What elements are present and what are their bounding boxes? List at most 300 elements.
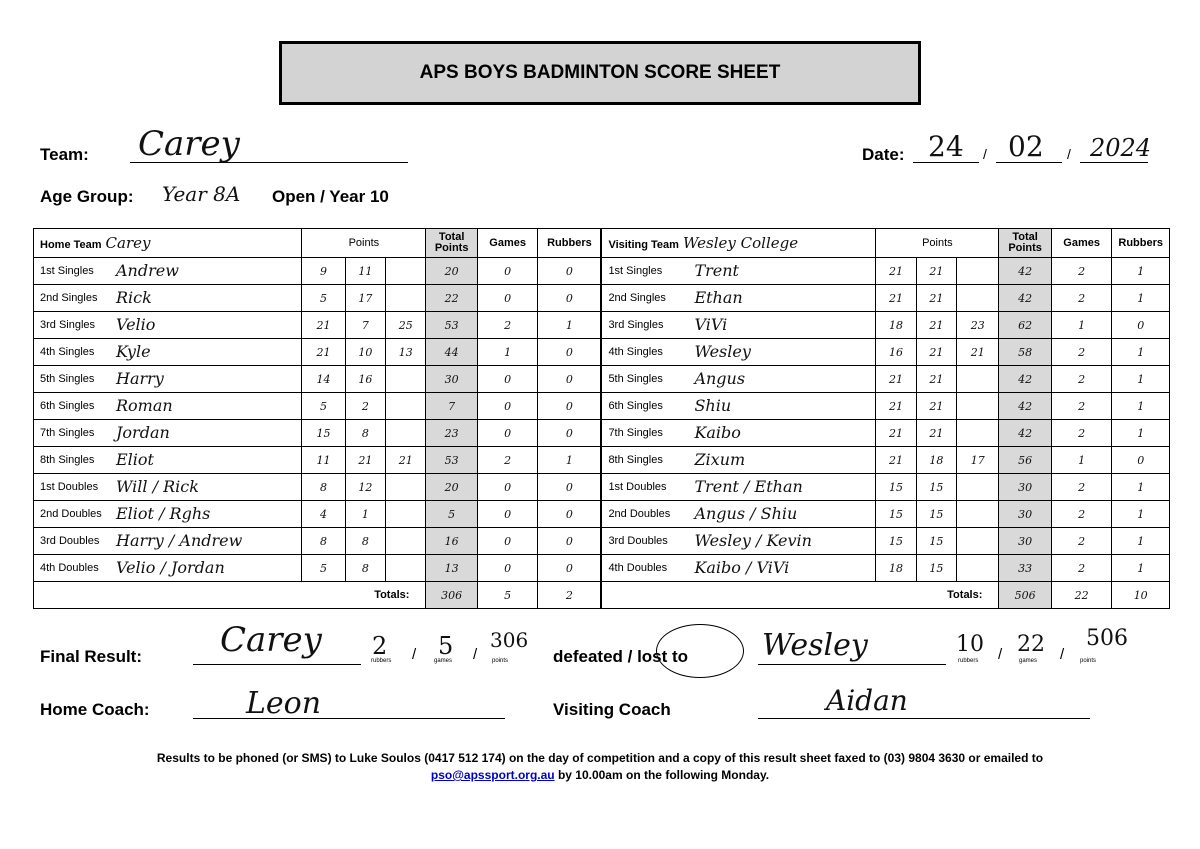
- visiting-game-1-points[interactable]: 16: [876, 339, 916, 366]
- table-row: [34, 474, 1170, 501]
- sheet-title: APS BOYS BADMINTON SCORE SHEET: [279, 41, 921, 105]
- home-total-games-sum[interactable]: 5: [477, 582, 538, 609]
- visiting-games[interactable]: 2: [1051, 555, 1112, 582]
- visiting-rubbers[interactable]: 1: [1112, 474, 1170, 501]
- visiting-total-points[interactable]: 42: [999, 258, 1051, 285]
- home-rubbers[interactable]: 0: [538, 555, 602, 582]
- home-game-1-points[interactable]: 8: [302, 474, 345, 501]
- home-game-1-points[interactable]: 8: [302, 528, 345, 555]
- home-player-name[interactable]: Harry: [116, 369, 164, 388]
- final-home-rubbers[interactable]: 2: [372, 632, 388, 660]
- visiting-position-label: 5th Singles: [608, 373, 663, 385]
- visiting-game-2-points[interactable]: 21: [916, 258, 956, 285]
- home-games[interactable]: 0: [477, 501, 538, 528]
- visiting-game-1-points[interactable]: 15: [876, 474, 916, 501]
- table-row: [34, 285, 1170, 312]
- home-position-label: 3rd Singles: [40, 319, 96, 331]
- visiting-player-name[interactable]: Kaibo: [694, 423, 741, 442]
- home-game-1-points[interactable]: 14: [302, 366, 345, 393]
- home-name-cell: [34, 501, 302, 528]
- home-game-3-points[interactable]: [386, 501, 426, 528]
- home-total-points[interactable]: 16: [426, 528, 477, 555]
- home-total-points[interactable]: 7: [426, 393, 477, 420]
- visiting-rubbers-caption: rubbers: [958, 658, 979, 664]
- visiting-result-sep-1: /: [998, 646, 1003, 663]
- visiting-game-2-points[interactable]: 21: [916, 366, 956, 393]
- final-result-label: Final Result:: [40, 647, 143, 666]
- home-coach-line: [193, 718, 505, 719]
- home-position-label: 4th Singles: [40, 346, 95, 358]
- visiting-game-2-points[interactable]: 21: [916, 312, 956, 339]
- home-games[interactable]: 0: [477, 528, 538, 555]
- visiting-game-3-points[interactable]: [957, 393, 999, 420]
- home-name-cell: [34, 555, 302, 582]
- home-games[interactable]: 0: [477, 474, 538, 501]
- home-name-cell: [34, 312, 302, 339]
- home-name-cell: [34, 258, 302, 285]
- date-sep-1: /: [983, 146, 987, 162]
- home-player-name[interactable]: Velio: [116, 315, 156, 334]
- visiting-game-2-points[interactable]: 21: [916, 339, 956, 366]
- age-group-label: Age Group:: [40, 187, 134, 206]
- visiting-player-name[interactable]: Angus: [694, 369, 746, 388]
- home-team-label: Home Team: [40, 239, 102, 251]
- visiting-games[interactable]: 2: [1051, 339, 1112, 366]
- visiting-game-3-points[interactable]: [957, 420, 999, 447]
- final-home-points[interactable]: 306: [490, 628, 529, 652]
- visiting-game-1-points[interactable]: 15: [876, 528, 916, 555]
- home-rubbers[interactable]: 0: [538, 366, 602, 393]
- visiting-name-cell: [601, 339, 875, 366]
- totals-row: [34, 582, 1170, 609]
- home-name-cell: [34, 285, 302, 312]
- home-team-value[interactable]: Carey: [105, 234, 151, 252]
- home-name-cell: [34, 528, 302, 555]
- date-year-line: [1080, 162, 1148, 163]
- final-home-games[interactable]: 5: [438, 632, 454, 660]
- visiting-name-cell: [601, 528, 875, 555]
- visiting-coach-value[interactable]: Aidan: [826, 684, 908, 717]
- visiting-position-label: 2nd Doubles: [608, 508, 671, 520]
- date-day[interactable]: 24: [928, 130, 964, 163]
- home-game-2-points[interactable]: 10: [345, 339, 385, 366]
- visiting-player-name[interactable]: Angus / Shiu: [694, 504, 798, 523]
- visiting-game-1-points[interactable]: 21: [876, 420, 916, 447]
- table-row: [34, 258, 1170, 285]
- visiting-position-label: 3rd Singles: [608, 319, 664, 331]
- visiting-games[interactable]: 2: [1051, 366, 1112, 393]
- home-rubbers-caption: rubbers: [371, 658, 392, 664]
- date-sep-2: /: [1067, 146, 1071, 162]
- visiting-player-name[interactable]: Wesley: [694, 342, 751, 361]
- home-total-points[interactable]: 22: [426, 285, 477, 312]
- visiting-player-name[interactable]: Wesley / Kevin: [694, 531, 812, 550]
- home-game-3-points[interactable]: 13: [386, 339, 426, 366]
- home-game-1-points[interactable]: 9: [302, 258, 345, 285]
- home-total-points[interactable]: 30: [426, 366, 477, 393]
- visiting-name-cell: [601, 366, 875, 393]
- home-rubbers[interactable]: 0: [538, 285, 602, 312]
- home-coach-value[interactable]: Leon: [246, 686, 322, 721]
- home-position-label: 2nd Doubles: [40, 508, 102, 520]
- visiting-position-label: 7th Singles: [608, 427, 663, 439]
- visiting-total-points[interactable]: 42: [999, 393, 1051, 420]
- visiting-game-3-points[interactable]: [957, 285, 999, 312]
- home-position-label: 3rd Doubles: [40, 535, 100, 547]
- date-label: Date:: [862, 145, 905, 164]
- visiting-position-label: 4th Doubles: [608, 562, 668, 574]
- visiting-position-label: 3rd Doubles: [608, 535, 668, 547]
- visiting-game-3-points[interactable]: [957, 501, 999, 528]
- visiting-rubbers[interactable]: 1: [1112, 258, 1170, 285]
- home-game-3-points[interactable]: [386, 528, 426, 555]
- visiting-game-1-points[interactable]: 21: [876, 258, 916, 285]
- visiting-game-3-points[interactable]: [957, 555, 999, 582]
- visiting-total-games-sum[interactable]: 22: [1051, 582, 1112, 609]
- visiting-total-rubbers-sum[interactable]: 10: [1112, 582, 1170, 609]
- visiting-games[interactable]: 2: [1051, 528, 1112, 555]
- home-games[interactable]: 2: [477, 312, 538, 339]
- visiting-total-points-header: Total Points: [999, 229, 1051, 258]
- home-game-1-points[interactable]: 5: [302, 393, 345, 420]
- home-position-label: 2nd Singles: [40, 292, 98, 304]
- footer-email-link[interactable]: pso@apssport.org.au: [430, 768, 555, 782]
- home-rubbers[interactable]: 0: [538, 339, 602, 366]
- table-row: [34, 366, 1170, 393]
- table-header-row: [34, 229, 1170, 258]
- home-player-name[interactable]: Will / Rick: [116, 477, 199, 496]
- home-rubbers[interactable]: 1: [538, 312, 602, 339]
- home-rubbers[interactable]: 0: [538, 474, 602, 501]
- final-home-team[interactable]: Carey: [220, 620, 322, 660]
- home-position-label: 7th Singles: [40, 427, 95, 439]
- home-name-cell: [34, 393, 302, 420]
- visiting-game-3-points[interactable]: [957, 366, 999, 393]
- home-player-name[interactable]: Eliot / Rghs: [116, 504, 211, 523]
- home-points-caption: points: [492, 658, 509, 664]
- home-total-points[interactable]: 53: [426, 312, 477, 339]
- visiting-name-cell: [601, 420, 875, 447]
- visiting-position-label: 1st Singles: [608, 265, 663, 277]
- visiting-rubbers[interactable]: 1: [1112, 339, 1170, 366]
- home-rubbers[interactable]: 1: [538, 447, 602, 474]
- visiting-game-2-points[interactable]: 21: [916, 285, 956, 312]
- visiting-game-3-points[interactable]: [957, 528, 999, 555]
- visiting-player-name[interactable]: Trent / Ethan: [694, 477, 803, 496]
- home-game-2-points[interactable]: 16: [345, 366, 385, 393]
- home-rubbers[interactable]: 0: [538, 528, 602, 555]
- visiting-games[interactable]: 1: [1051, 447, 1112, 474]
- home-total-points[interactable]: 23: [426, 420, 477, 447]
- table-row: [34, 420, 1170, 447]
- visiting-games-caption: games: [1019, 658, 1038, 664]
- home-points-header: Points: [302, 229, 426, 258]
- table-row: [34, 312, 1170, 339]
- visiting-name-cell: [601, 285, 875, 312]
- home-position-label: 1st Singles: [40, 265, 94, 277]
- visiting-games[interactable]: 1: [1051, 312, 1112, 339]
- visiting-position-label: 6th Singles: [608, 400, 663, 412]
- home-rubbers[interactable]: 0: [538, 258, 602, 285]
- visiting-position-label: 1st Doubles: [608, 481, 667, 493]
- visiting-game-2-points[interactable]: 15: [916, 528, 956, 555]
- visiting-rubbers-header: Rubbers: [1112, 229, 1170, 258]
- visiting-game-1-points[interactable]: 15: [876, 501, 916, 528]
- visiting-total-points[interactable]: 58: [999, 339, 1051, 366]
- final-visiting-points[interactable]: 506: [1086, 626, 1128, 651]
- visiting-games[interactable]: 2: [1051, 501, 1112, 528]
- home-player-name[interactable]: Velio / Jordan: [116, 558, 225, 577]
- home-total-points[interactable]: 53: [426, 447, 477, 474]
- visiting-coach-line: [758, 718, 1090, 719]
- home-games-caption: games: [434, 658, 453, 664]
- home-total-points-header: Total Points: [426, 229, 477, 258]
- table-row: [34, 555, 1170, 582]
- home-game-1-points[interactable]: 4: [302, 501, 345, 528]
- home-game-3-points[interactable]: [386, 474, 426, 501]
- visiting-totals-label: Totals:: [601, 582, 998, 609]
- footer-line-2-rest: by 10.00am on the following Monday.: [554, 768, 770, 782]
- home-games[interactable]: 0: [477, 555, 538, 582]
- home-name-cell: [34, 447, 302, 474]
- visiting-total-points[interactable]: 30: [999, 528, 1051, 555]
- home-player-name[interactable]: Harry / Andrew: [116, 531, 243, 550]
- visiting-game-1-points[interactable]: 21: [876, 366, 916, 393]
- home-game-1-points[interactable]: 21: [302, 312, 345, 339]
- home-rubbers[interactable]: 0: [538, 393, 602, 420]
- visiting-name-cell: [601, 258, 875, 285]
- home-game-3-points[interactable]: [386, 393, 426, 420]
- final-visiting-rubbers[interactable]: 10: [956, 632, 984, 657]
- visiting-total-points[interactable]: 62: [999, 312, 1051, 339]
- home-game-2-points[interactable]: 1: [345, 501, 385, 528]
- visiting-game-1-points[interactable]: 21: [876, 393, 916, 420]
- visiting-total-points[interactable]: 42: [999, 366, 1051, 393]
- visiting-team-label: Visiting Team: [608, 239, 679, 251]
- visiting-rubbers[interactable]: 0: [1112, 312, 1170, 339]
- visiting-coach-label: Visiting Coach: [553, 700, 671, 719]
- home-game-2-points[interactable]: 2: [345, 393, 385, 420]
- visiting-rubbers[interactable]: 1: [1112, 555, 1170, 582]
- visiting-points-caption: points: [1080, 658, 1097, 664]
- home-game-1-points[interactable]: 5: [302, 555, 345, 582]
- home-rubbers-header: Rubbers: [538, 229, 602, 258]
- home-total-points[interactable]: 13: [426, 555, 477, 582]
- home-games[interactable]: 1: [477, 339, 538, 366]
- home-game-2-points[interactable]: 7: [345, 312, 385, 339]
- footer-instructions: [40, 750, 1160, 784]
- home-game-3-points[interactable]: 21: [386, 447, 426, 474]
- visiting-rubbers[interactable]: 0: [1112, 447, 1170, 474]
- visiting-name-cell: [601, 555, 875, 582]
- table-row: [34, 447, 1170, 474]
- home-game-3-points[interactable]: [386, 285, 426, 312]
- home-name-cell: [34, 339, 302, 366]
- visiting-games[interactable]: 2: [1051, 393, 1112, 420]
- table-row: [34, 528, 1170, 555]
- visiting-game-1-points[interactable]: 18: [876, 312, 916, 339]
- final-visiting-games[interactable]: 22: [1017, 632, 1045, 657]
- visiting-game-2-points[interactable]: 15: [916, 501, 956, 528]
- home-games[interactable]: 0: [477, 366, 538, 393]
- table-row: [34, 501, 1170, 528]
- visiting-game-2-points[interactable]: 15: [916, 474, 956, 501]
- visiting-team-header: [601, 229, 875, 258]
- outcome-text: defeated / lost to: [553, 647, 689, 666]
- home-total-rubbers-sum[interactable]: 2: [538, 582, 602, 609]
- final-visiting-team[interactable]: Wesley: [762, 628, 868, 663]
- visiting-total-points[interactable]: 33: [999, 555, 1051, 582]
- home-game-3-points[interactable]: [386, 555, 426, 582]
- visiting-game-3-points[interactable]: 21: [957, 339, 999, 366]
- age-group-options: Open / Year 10: [272, 187, 389, 206]
- visiting-game-2-points[interactable]: 18: [916, 447, 956, 474]
- visiting-position-label: 2nd Singles: [608, 292, 666, 304]
- table-row: [34, 339, 1170, 366]
- home-game-2-points[interactable]: 21: [345, 447, 385, 474]
- visiting-games[interactable]: 2: [1051, 474, 1112, 501]
- visiting-total-points-sum[interactable]: 506: [999, 582, 1051, 609]
- visiting-game-1-points[interactable]: 21: [876, 285, 916, 312]
- footer-line-1: Results to be phoned (or SMS) to Luke Soulos (0417 512 174) on the day of competition and a copy of this result sheet faxed to (03) 9804 3630 or emailed to: [156, 751, 1044, 765]
- home-game-2-points[interactable]: 12: [345, 474, 385, 501]
- visiting-name-cell: [601, 393, 875, 420]
- visiting-game-2-points[interactable]: 15: [916, 555, 956, 582]
- date-month[interactable]: 02: [1008, 130, 1044, 163]
- home-game-1-points[interactable]: 11: [302, 447, 345, 474]
- visiting-name-cell: [601, 501, 875, 528]
- home-position-label: 5th Singles: [40, 373, 95, 385]
- score-table: [33, 228, 1170, 609]
- visiting-player-name[interactable]: Ethan: [694, 288, 743, 307]
- team-value[interactable]: Carey: [138, 124, 240, 164]
- home-player-name[interactable]: Kyle: [116, 342, 151, 361]
- final-home-line: [193, 664, 361, 665]
- home-totals-label: Totals:: [34, 582, 426, 609]
- visiting-name-cell: [601, 312, 875, 339]
- home-games[interactable]: 2: [477, 447, 538, 474]
- home-total-points[interactable]: 20: [426, 258, 477, 285]
- home-game-1-points[interactable]: 15: [302, 420, 345, 447]
- visiting-game-1-points[interactable]: 18: [876, 555, 916, 582]
- visiting-rubbers[interactable]: 1: [1112, 366, 1170, 393]
- home-game-3-points[interactable]: [386, 420, 426, 447]
- home-game-3-points[interactable]: [386, 258, 426, 285]
- visiting-games[interactable]: 2: [1051, 285, 1112, 312]
- home-game-1-points[interactable]: 21: [302, 339, 345, 366]
- home-total-points[interactable]: 5: [426, 501, 477, 528]
- visiting-game-3-points[interactable]: [957, 258, 999, 285]
- home-games[interactable]: 0: [477, 420, 538, 447]
- age-group-value[interactable]: Year 8A: [162, 182, 241, 206]
- home-games[interactable]: 0: [477, 258, 538, 285]
- home-name-cell: [34, 366, 302, 393]
- home-name-cell: [34, 420, 302, 447]
- team-label: Team:: [40, 145, 89, 164]
- home-player-name[interactable]: Jordan: [116, 423, 170, 442]
- home-player-name[interactable]: Eliot: [116, 450, 154, 469]
- visiting-game-3-points[interactable]: [957, 474, 999, 501]
- home-position-label: 6th Singles: [40, 400, 95, 412]
- visiting-position-label: 8th Singles: [608, 454, 663, 466]
- footer-line-2: [40, 767, 1160, 784]
- home-name-cell: [34, 474, 302, 501]
- home-position-label: 4th Doubles: [40, 562, 99, 574]
- visiting-total-points[interactable]: 56: [999, 447, 1051, 474]
- visiting-games[interactable]: 2: [1051, 258, 1112, 285]
- visiting-rubbers[interactable]: 1: [1112, 501, 1170, 528]
- visiting-player-name[interactable]: Kaibo / ViVi: [694, 558, 790, 577]
- visiting-points-header: Points: [876, 229, 999, 258]
- date-year[interactable]: 2024: [1090, 134, 1152, 162]
- home-result-sep-1: /: [412, 646, 417, 663]
- visiting-team-value[interactable]: Wesley College: [682, 234, 799, 252]
- visiting-game-1-points[interactable]: 21: [876, 447, 916, 474]
- visiting-player-name[interactable]: Zixum: [694, 450, 746, 469]
- visiting-result-sep-2: /: [1060, 646, 1065, 663]
- visiting-name-cell: [601, 474, 875, 501]
- visiting-player-name[interactable]: Trent: [694, 261, 739, 280]
- home-total-points[interactable]: 20: [426, 474, 477, 501]
- home-team-header: [34, 229, 302, 258]
- visiting-rubbers[interactable]: 1: [1112, 393, 1170, 420]
- home-player-name[interactable]: Andrew: [116, 261, 179, 280]
- home-game-2-points[interactable]: 8: [345, 420, 385, 447]
- home-position-label: 1st Doubles: [40, 481, 99, 493]
- final-visiting-line: [758, 664, 946, 665]
- home-player-name[interactable]: Roman: [116, 396, 173, 415]
- visiting-total-points[interactable]: 42: [999, 285, 1051, 312]
- visiting-total-points[interactable]: 42: [999, 420, 1051, 447]
- visiting-player-name[interactable]: Shiu: [694, 396, 732, 415]
- visiting-rubbers[interactable]: 1: [1112, 528, 1170, 555]
- visiting-name-cell: [601, 447, 875, 474]
- visiting-total-points[interactable]: 30: [999, 501, 1051, 528]
- home-game-2-points[interactable]: 8: [345, 555, 385, 582]
- visiting-total-points[interactable]: 30: [999, 474, 1051, 501]
- visiting-player-name[interactable]: ViVi: [694, 315, 728, 334]
- home-games[interactable]: 0: [477, 285, 538, 312]
- home-game-1-points[interactable]: 5: [302, 285, 345, 312]
- visiting-game-3-points[interactable]: 17: [957, 447, 999, 474]
- home-game-2-points[interactable]: 11: [345, 258, 385, 285]
- visiting-rubbers[interactable]: 1: [1112, 420, 1170, 447]
- home-games[interactable]: 0: [477, 393, 538, 420]
- visiting-game-3-points[interactable]: 23: [957, 312, 999, 339]
- home-rubbers[interactable]: 0: [538, 420, 602, 447]
- visiting-game-2-points[interactable]: 21: [916, 393, 956, 420]
- home-position-label: 8th Singles: [40, 454, 95, 466]
- home-game-2-points[interactable]: 17: [345, 285, 385, 312]
- home-result-sep-2: /: [473, 646, 478, 663]
- home-game-3-points[interactable]: 25: [386, 312, 426, 339]
- home-rubbers[interactable]: 0: [538, 501, 602, 528]
- visiting-games-header: Games: [1051, 229, 1112, 258]
- visiting-rubbers[interactable]: 1: [1112, 285, 1170, 312]
- home-game-2-points[interactable]: 8: [345, 528, 385, 555]
- lost-to-circle: [656, 624, 744, 678]
- home-coach-label: Home Coach:: [40, 700, 150, 719]
- home-total-points-sum[interactable]: 306: [426, 582, 477, 609]
- visiting-games[interactable]: 2: [1051, 420, 1112, 447]
- visiting-game-2-points[interactable]: 21: [916, 420, 956, 447]
- table-row: [34, 393, 1170, 420]
- visiting-position-label: 4th Singles: [608, 346, 663, 358]
- home-player-name[interactable]: Rick: [116, 288, 152, 307]
- home-games-header: Games: [477, 229, 538, 258]
- home-total-points[interactable]: 44: [426, 339, 477, 366]
- home-game-3-points[interactable]: [386, 366, 426, 393]
